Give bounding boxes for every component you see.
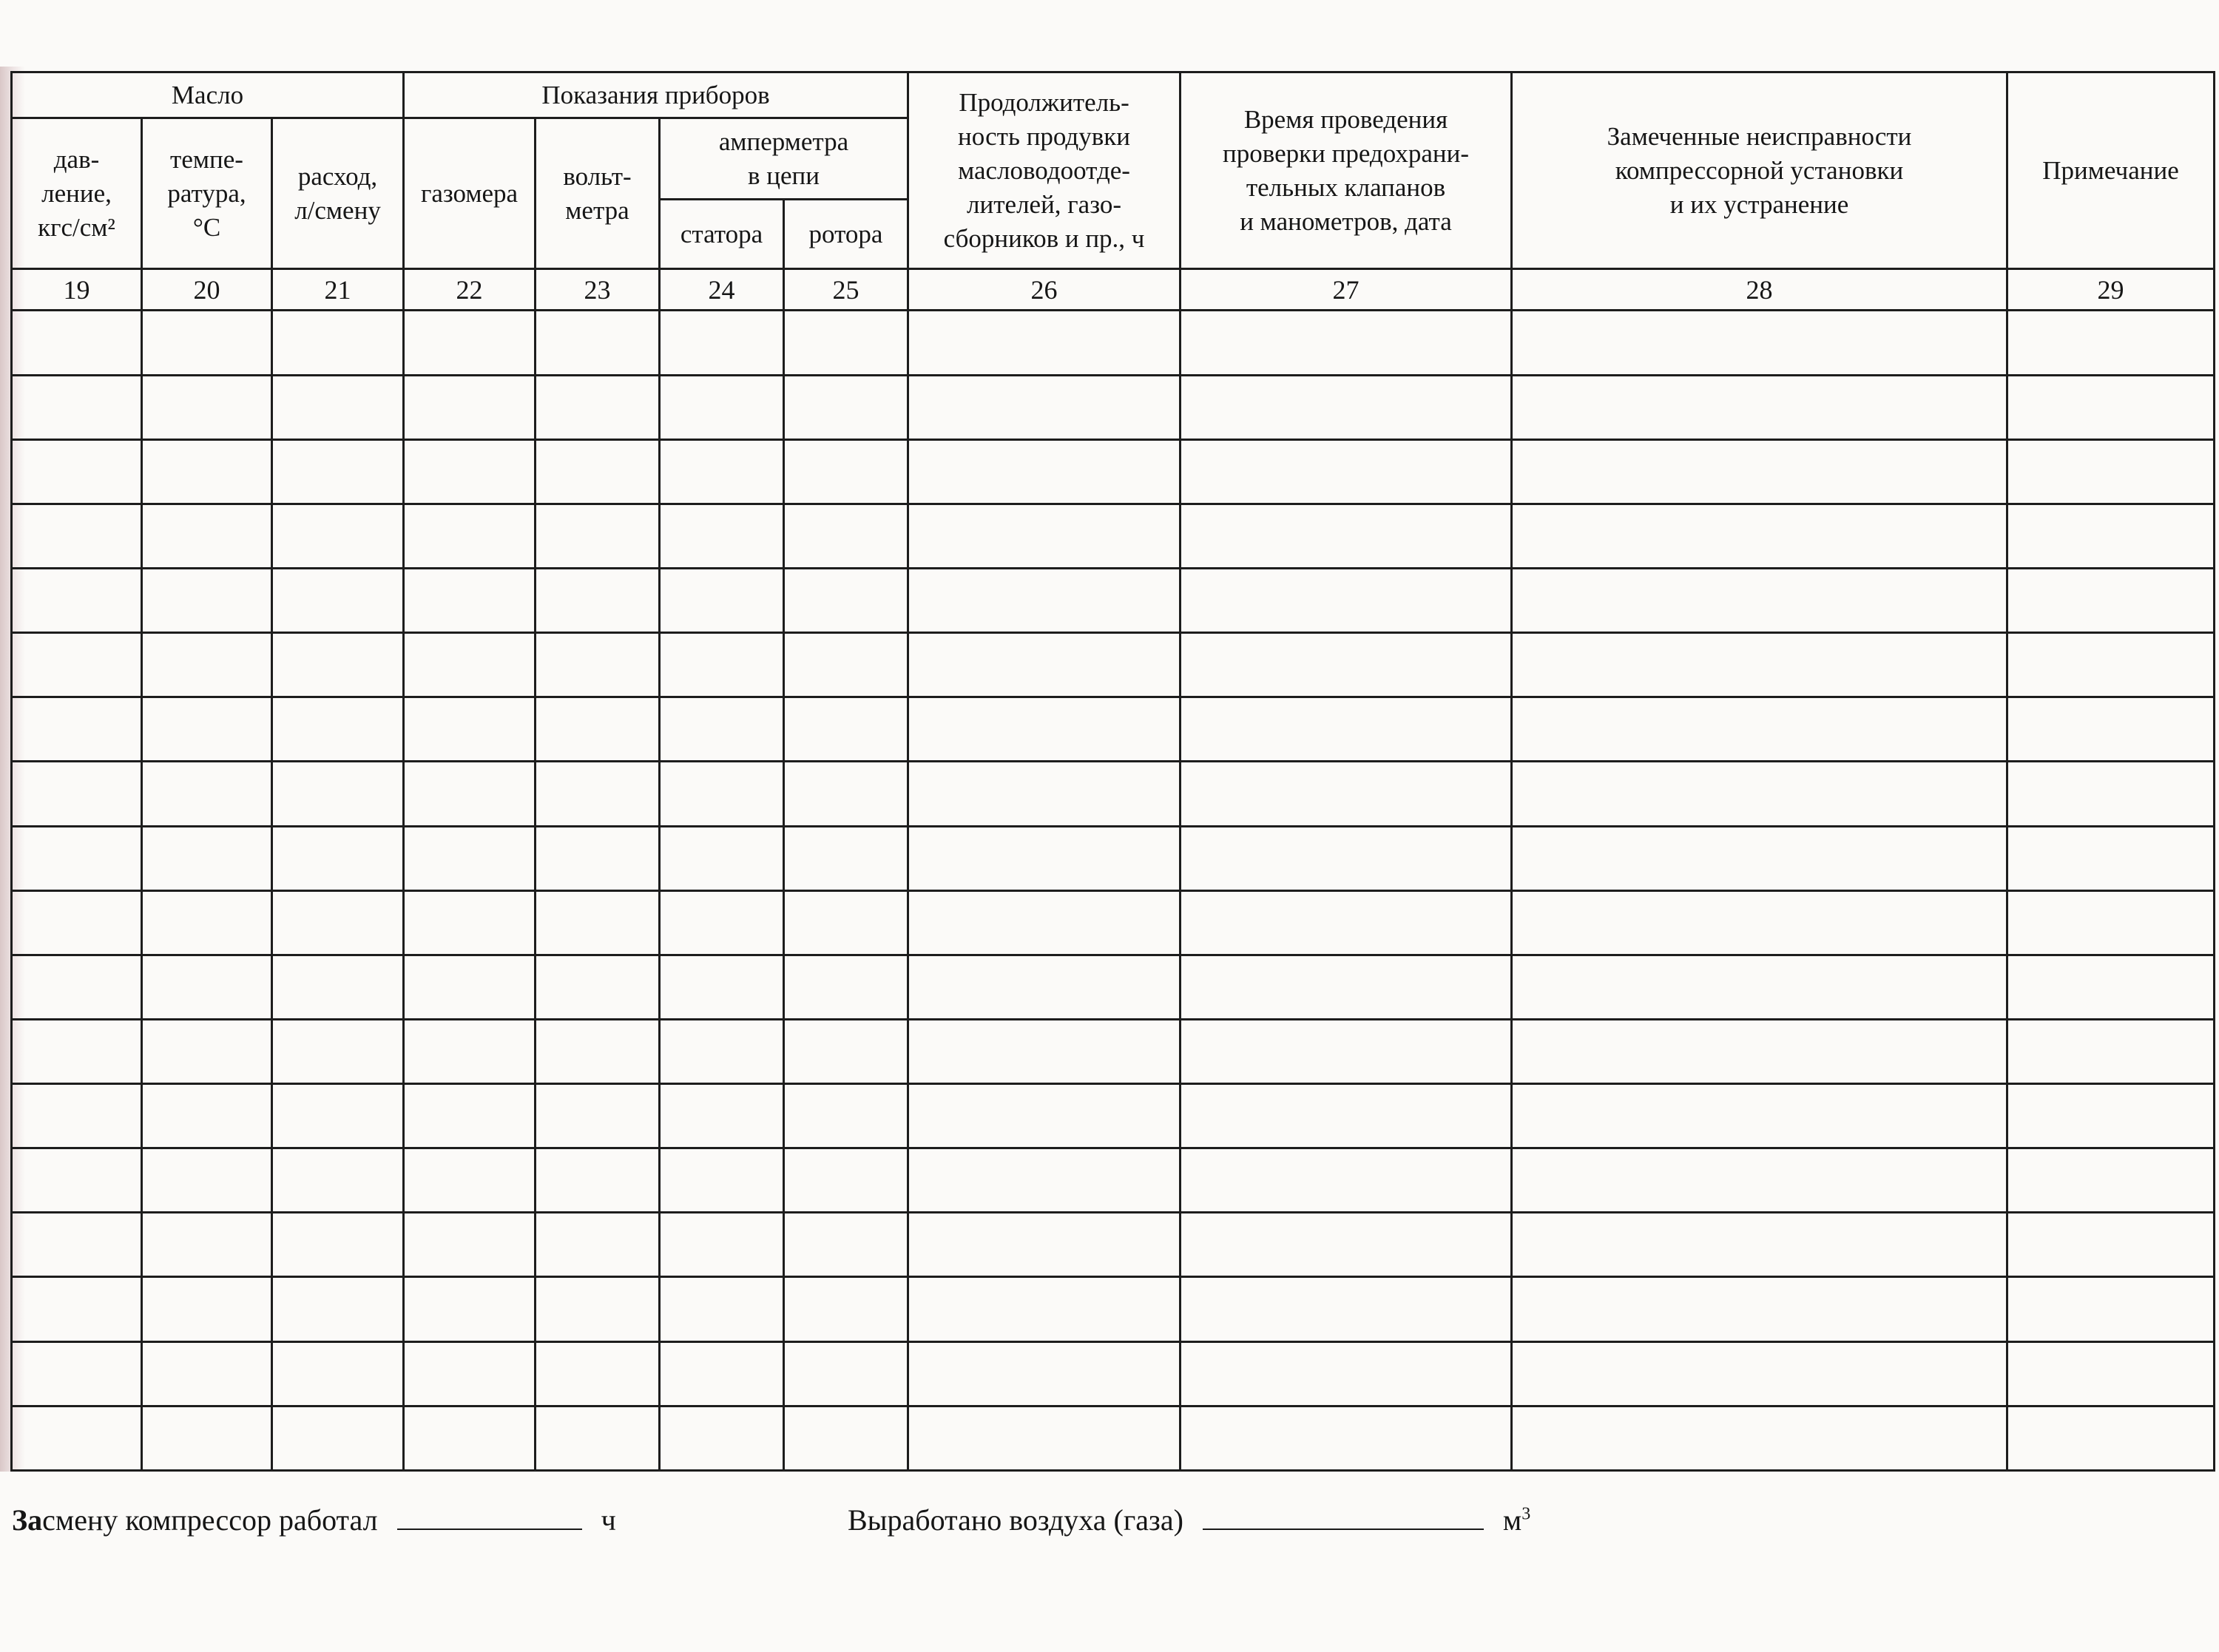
entry-cell[interactable]: [908, 1019, 1181, 1083]
entry-cell[interactable]: [142, 1084, 272, 1148]
entry-cell[interactable]: [2007, 1277, 2215, 1341]
entry-cell[interactable]: [12, 311, 142, 375]
entry-cell[interactable]: [1181, 375, 1512, 439]
entry-cell[interactable]: [660, 1019, 784, 1083]
entry-cell[interactable]: [404, 1277, 536, 1341]
rotor-header: ротора: [784, 200, 908, 269]
instruments-group-header: Показания приборов: [404, 72, 908, 118]
entry-cell[interactable]: [142, 890, 272, 955]
entry-cell[interactable]: [1512, 311, 2007, 375]
entry-cell[interactable]: [536, 375, 660, 439]
column-number: 24: [660, 269, 784, 311]
entry-cell[interactable]: [2007, 1148, 2215, 1213]
entry-cell[interactable]: [404, 1406, 536, 1470]
entry-cell[interactable]: [1512, 1213, 2007, 1277]
entry-cell[interactable]: [12, 1019, 142, 1083]
entry-row: [12, 375, 2215, 439]
entry-cell[interactable]: [272, 1406, 404, 1470]
entry-cell[interactable]: [404, 1084, 536, 1148]
entry-cell[interactable]: [404, 955, 536, 1019]
entry-cell[interactable]: [660, 890, 784, 955]
entry-row: [12, 633, 2215, 697]
entry-cell[interactable]: [404, 697, 536, 762]
entry-cell[interactable]: [1181, 1148, 1512, 1213]
entry-cell[interactable]: [536, 568, 660, 632]
entry-cell[interactable]: [142, 1148, 272, 1213]
entry-row: [12, 1277, 2215, 1341]
entry-cell[interactable]: [1181, 504, 1512, 568]
entry-cell[interactable]: [12, 568, 142, 632]
oil-group-header: Масло: [12, 72, 404, 118]
entry-cell[interactable]: [908, 1406, 1181, 1470]
entry-cell[interactable]: [1512, 762, 2007, 826]
entry-cell[interactable]: [12, 375, 142, 439]
column-number: 25: [784, 269, 908, 311]
valve-check-time-header: Время проведения проверки предохрани- тельных клапанов и манометров, дата: [1181, 72, 1512, 269]
entry-row: [12, 311, 2215, 375]
entry-cell[interactable]: [1181, 1019, 1512, 1083]
entry-cell[interactable]: [404, 311, 536, 375]
entry-cell[interactable]: [404, 1148, 536, 1213]
entry-cell[interactable]: [784, 1019, 908, 1083]
entry-cell[interactable]: [908, 890, 1181, 955]
stator-header: статора: [660, 200, 784, 269]
entry-cell[interactable]: [404, 568, 536, 632]
entry-cell[interactable]: [142, 504, 272, 568]
entry-row: [12, 1341, 2215, 1406]
entry-cell[interactable]: [2007, 1341, 2215, 1406]
entry-cell[interactable]: [272, 762, 404, 826]
footer: [12, 1500, 2201, 1551]
oil-consumption-header: расход, л/смену: [272, 118, 404, 269]
gas-meter-header: газомера: [404, 118, 536, 269]
entry-cell[interactable]: [1181, 955, 1512, 1019]
entry-cell[interactable]: [784, 504, 908, 568]
entry-cell[interactable]: [272, 504, 404, 568]
entry-cell[interactable]: [272, 1084, 404, 1148]
entry-cell[interactable]: [536, 955, 660, 1019]
entry-cell[interactable]: [536, 1084, 660, 1148]
entry-cell[interactable]: [2007, 1019, 2215, 1083]
entry-cell[interactable]: [272, 1213, 404, 1277]
entry-cell[interactable]: [784, 762, 908, 826]
entry-cell[interactable]: [404, 633, 536, 697]
entry-cell[interactable]: [12, 890, 142, 955]
entry-cell[interactable]: [12, 439, 142, 504]
oil-temperature-header: темпе- ратура, °С: [142, 118, 272, 269]
entry-cell[interactable]: [2007, 955, 2215, 1019]
entry-cell[interactable]: [784, 633, 908, 697]
entry-cell[interactable]: [536, 311, 660, 375]
entry-row: [12, 826, 2215, 890]
entry-row: [12, 762, 2215, 826]
entry-cell[interactable]: [908, 504, 1181, 568]
air-produced-field[interactable]: [1203, 1529, 1484, 1530]
entry-cell[interactable]: [784, 826, 908, 890]
entry-cell[interactable]: [536, 1148, 660, 1213]
entry-cell[interactable]: [784, 1213, 908, 1277]
entry-cell[interactable]: [660, 439, 784, 504]
air-produced-line: [848, 1500, 1530, 1541]
air-produced-label: Выработано воздуха (газа): [848, 1503, 1183, 1537]
entry-cell[interactable]: [1512, 375, 2007, 439]
entry-cell[interactable]: [1512, 890, 2007, 955]
faults-header: Замеченные неисправности компрессорной установки и их устранение: [1512, 72, 2007, 269]
entry-cell[interactable]: [272, 955, 404, 1019]
entry-cell[interactable]: [660, 375, 784, 439]
entry-cell[interactable]: [660, 955, 784, 1019]
entry-row: [12, 697, 2215, 762]
entry-cell[interactable]: [1181, 439, 1512, 504]
entry-cell[interactable]: [404, 1341, 536, 1406]
entry-cell[interactable]: [272, 633, 404, 697]
entry-cell[interactable]: [142, 1406, 272, 1470]
entry-cell[interactable]: [1512, 1019, 2007, 1083]
entry-cell[interactable]: [784, 1277, 908, 1341]
entry-cell[interactable]: [142, 439, 272, 504]
entry-cell[interactable]: [1512, 1084, 2007, 1148]
entry-cell[interactable]: [784, 1341, 908, 1406]
entry-cell[interactable]: [2007, 439, 2215, 504]
column-number-row: [12, 269, 2215, 311]
entry-cell[interactable]: [1181, 762, 1512, 826]
entry-cell[interactable]: [908, 1148, 1181, 1213]
column-number: 22: [404, 269, 536, 311]
entry-cell[interactable]: [142, 826, 272, 890]
entry-cell[interactable]: [272, 311, 404, 375]
entry-cell[interactable]: [1181, 890, 1512, 955]
entry-cell[interactable]: [404, 890, 536, 955]
entry-cell[interactable]: [272, 1019, 404, 1083]
entry-cell[interactable]: [142, 762, 272, 826]
entry-cell[interactable]: [142, 1019, 272, 1083]
entry-cell[interactable]: [1181, 1084, 1512, 1148]
entry-cell[interactable]: [1181, 568, 1512, 632]
entry-row: [12, 1213, 2215, 1277]
column-number: 28: [1512, 269, 2007, 311]
entry-cell[interactable]: [784, 439, 908, 504]
entry-cell[interactable]: [2007, 1406, 2215, 1470]
entry-cell[interactable]: [660, 311, 784, 375]
entry-cell[interactable]: [2007, 311, 2215, 375]
entry-cell[interactable]: [784, 1406, 908, 1470]
notes-header: Примечание: [2007, 72, 2215, 269]
entry-cell[interactable]: [2007, 762, 2215, 826]
entry-row: [12, 439, 2215, 504]
entry-cell[interactable]: [12, 826, 142, 890]
entry-cell[interactable]: [272, 1341, 404, 1406]
entry-cell[interactable]: [1181, 1213, 1512, 1277]
entry-cell[interactable]: [536, 762, 660, 826]
column-number: 19: [12, 269, 142, 311]
entry-cell[interactable]: [784, 890, 908, 955]
entry-cell[interactable]: [272, 568, 404, 632]
ammeter-group-header: амперметра в цепи: [660, 118, 908, 200]
entry-cell[interactable]: [142, 633, 272, 697]
entry-cell[interactable]: [1181, 826, 1512, 890]
entry-cell[interactable]: [272, 439, 404, 504]
entry-cell[interactable]: [272, 697, 404, 762]
entry-cell[interactable]: [536, 697, 660, 762]
entry-cell[interactable]: [12, 504, 142, 568]
entry-row: [12, 1019, 2215, 1083]
entry-row: [12, 955, 2215, 1019]
entry-cell[interactable]: [660, 697, 784, 762]
hours-unit: ч: [601, 1503, 616, 1537]
hours-worked-line: [12, 1500, 616, 1541]
entry-cell[interactable]: [272, 1277, 404, 1341]
blank-entry-rows: [12, 311, 2215, 1471]
entry-cell[interactable]: [142, 1213, 272, 1277]
entry-cell[interactable]: [1512, 697, 2007, 762]
entry-cell[interactable]: [1512, 826, 2007, 890]
entry-cell[interactable]: [908, 1213, 1181, 1277]
entry-cell[interactable]: [2007, 1213, 2215, 1277]
oil-pressure-header: дав- ление, кгс/см²: [12, 118, 142, 269]
entry-cell[interactable]: [784, 697, 908, 762]
entry-cell[interactable]: [12, 1341, 142, 1406]
entry-cell[interactable]: [2007, 1084, 2215, 1148]
entry-cell[interactable]: [908, 633, 1181, 697]
entry-cell[interactable]: [536, 890, 660, 955]
entry-cell[interactable]: [784, 375, 908, 439]
entry-cell[interactable]: [2007, 697, 2215, 762]
entry-cell[interactable]: [660, 633, 784, 697]
entry-cell[interactable]: [1512, 1148, 2007, 1213]
entry-cell[interactable]: [536, 1213, 660, 1277]
entry-cell[interactable]: [1181, 1341, 1512, 1406]
entry-cell[interactable]: [1181, 311, 1512, 375]
entry-cell[interactable]: [660, 568, 784, 632]
entry-cell[interactable]: [660, 1084, 784, 1148]
entry-cell[interactable]: [784, 955, 908, 1019]
entry-cell[interactable]: [404, 1213, 536, 1277]
entry-cell[interactable]: [1181, 697, 1512, 762]
entry-cell[interactable]: [660, 1148, 784, 1213]
entry-cell[interactable]: [908, 955, 1181, 1019]
entry-cell[interactable]: [142, 311, 272, 375]
entry-cell[interactable]: [908, 697, 1181, 762]
entry-cell[interactable]: [2007, 504, 2215, 568]
entry-cell[interactable]: [660, 762, 784, 826]
entry-cell[interactable]: [1512, 1406, 2007, 1470]
entry-cell[interactable]: [908, 1341, 1181, 1406]
entry-row: [12, 890, 2215, 955]
entry-cell[interactable]: [784, 568, 908, 632]
entry-cell[interactable]: [12, 762, 142, 826]
entry-cell[interactable]: [908, 762, 1181, 826]
entry-cell[interactable]: [404, 762, 536, 826]
entry-row: [12, 504, 2215, 568]
entry-row: [12, 1406, 2215, 1470]
entry-cell[interactable]: [2007, 375, 2215, 439]
entry-cell[interactable]: [1512, 504, 2007, 568]
entry-cell[interactable]: [784, 311, 908, 375]
entry-cell[interactable]: [908, 1277, 1181, 1341]
entry-cell[interactable]: [404, 439, 536, 504]
entry-cell[interactable]: [12, 1406, 142, 1470]
entry-cell[interactable]: [12, 1148, 142, 1213]
entry-cell[interactable]: [536, 439, 660, 504]
entry-cell[interactable]: [2007, 890, 2215, 955]
entry-cell[interactable]: [660, 1406, 784, 1470]
purge-duration-header: Продолжитель- ность продувки масловодоотде- лителей, газо- сборников и пр., ч: [908, 72, 1181, 269]
entry-cell[interactable]: [404, 826, 536, 890]
entry-row: [12, 1084, 2215, 1148]
entry-cell[interactable]: [12, 1213, 142, 1277]
entry-cell[interactable]: [1181, 1406, 1512, 1470]
entry-cell[interactable]: [784, 1084, 908, 1148]
entry-cell[interactable]: [12, 633, 142, 697]
entry-cell[interactable]: [272, 375, 404, 439]
entry-cell[interactable]: [404, 375, 536, 439]
entry-cell[interactable]: [536, 1019, 660, 1083]
hours-worked-label-bold: За: [12, 1503, 43, 1537]
entry-cell[interactable]: [660, 826, 784, 890]
entry-cell[interactable]: [536, 633, 660, 697]
entry-cell[interactable]: [404, 1019, 536, 1083]
entry-cell[interactable]: [660, 504, 784, 568]
compressor-log-table: [10, 71, 2215, 1472]
cubic-meter-unit: $м^3$: [1502, 1503, 1531, 1537]
entry-cell[interactable]: [1512, 1341, 2007, 1406]
column-number: 23: [536, 269, 660, 311]
entry-cell[interactable]: [908, 826, 1181, 890]
entry-cell[interactable]: [272, 890, 404, 955]
entry-cell[interactable]: [660, 1213, 784, 1277]
entry-cell[interactable]: [536, 1406, 660, 1470]
entry-row: [12, 1148, 2215, 1213]
entry-cell[interactable]: [404, 504, 536, 568]
entry-cell[interactable]: [536, 504, 660, 568]
hours-worked-label: смену компрессор работал: [42, 1503, 378, 1537]
entry-cell[interactable]: [1512, 955, 2007, 1019]
entry-cell[interactable]: [1512, 439, 2007, 504]
entry-cell[interactable]: [272, 1148, 404, 1213]
entry-cell[interactable]: [142, 568, 272, 632]
entry-cell[interactable]: [908, 311, 1181, 375]
entry-cell[interactable]: [2007, 568, 2215, 632]
entry-cell[interactable]: [908, 375, 1181, 439]
voltmeter-header: вольт- метра: [536, 118, 660, 269]
entry-cell[interactable]: [536, 1341, 660, 1406]
entry-row: [12, 568, 2215, 632]
entry-cell[interactable]: [2007, 633, 2215, 697]
entry-cell[interactable]: [12, 697, 142, 762]
entry-cell[interactable]: [142, 1277, 272, 1341]
column-number: 20: [142, 269, 272, 311]
entry-cell[interactable]: [1181, 633, 1512, 697]
entry-cell[interactable]: [12, 955, 142, 1019]
entry-cell[interactable]: [142, 955, 272, 1019]
entry-cell[interactable]: [2007, 826, 2215, 890]
entry-cell[interactable]: [142, 1341, 272, 1406]
entry-cell[interactable]: [272, 826, 404, 890]
entry-cell[interactable]: [660, 1277, 784, 1341]
column-number: 29: [2007, 269, 2215, 311]
entry-cell[interactable]: [142, 375, 272, 439]
entry-cell[interactable]: [908, 1084, 1181, 1148]
entry-cell[interactable]: [908, 568, 1181, 632]
column-number: 27: [1181, 269, 1512, 311]
entry-cell[interactable]: [12, 1277, 142, 1341]
entry-cell[interactable]: [660, 1341, 784, 1406]
entry-cell[interactable]: [12, 1084, 142, 1148]
entry-cell[interactable]: [536, 826, 660, 890]
entry-cell[interactable]: [1512, 568, 2007, 632]
entry-cell[interactable]: [1512, 633, 2007, 697]
entry-cell[interactable]: [908, 439, 1181, 504]
entry-cell[interactable]: [142, 697, 272, 762]
entry-cell[interactable]: [1181, 1277, 1512, 1341]
entry-cell[interactable]: [784, 1148, 908, 1213]
column-number: 26: [908, 269, 1181, 311]
entry-cell[interactable]: [1512, 1277, 2007, 1341]
column-number: 21: [272, 269, 404, 311]
entry-cell[interactable]: [536, 1277, 660, 1341]
hours-worked-field[interactable]: [397, 1529, 582, 1530]
